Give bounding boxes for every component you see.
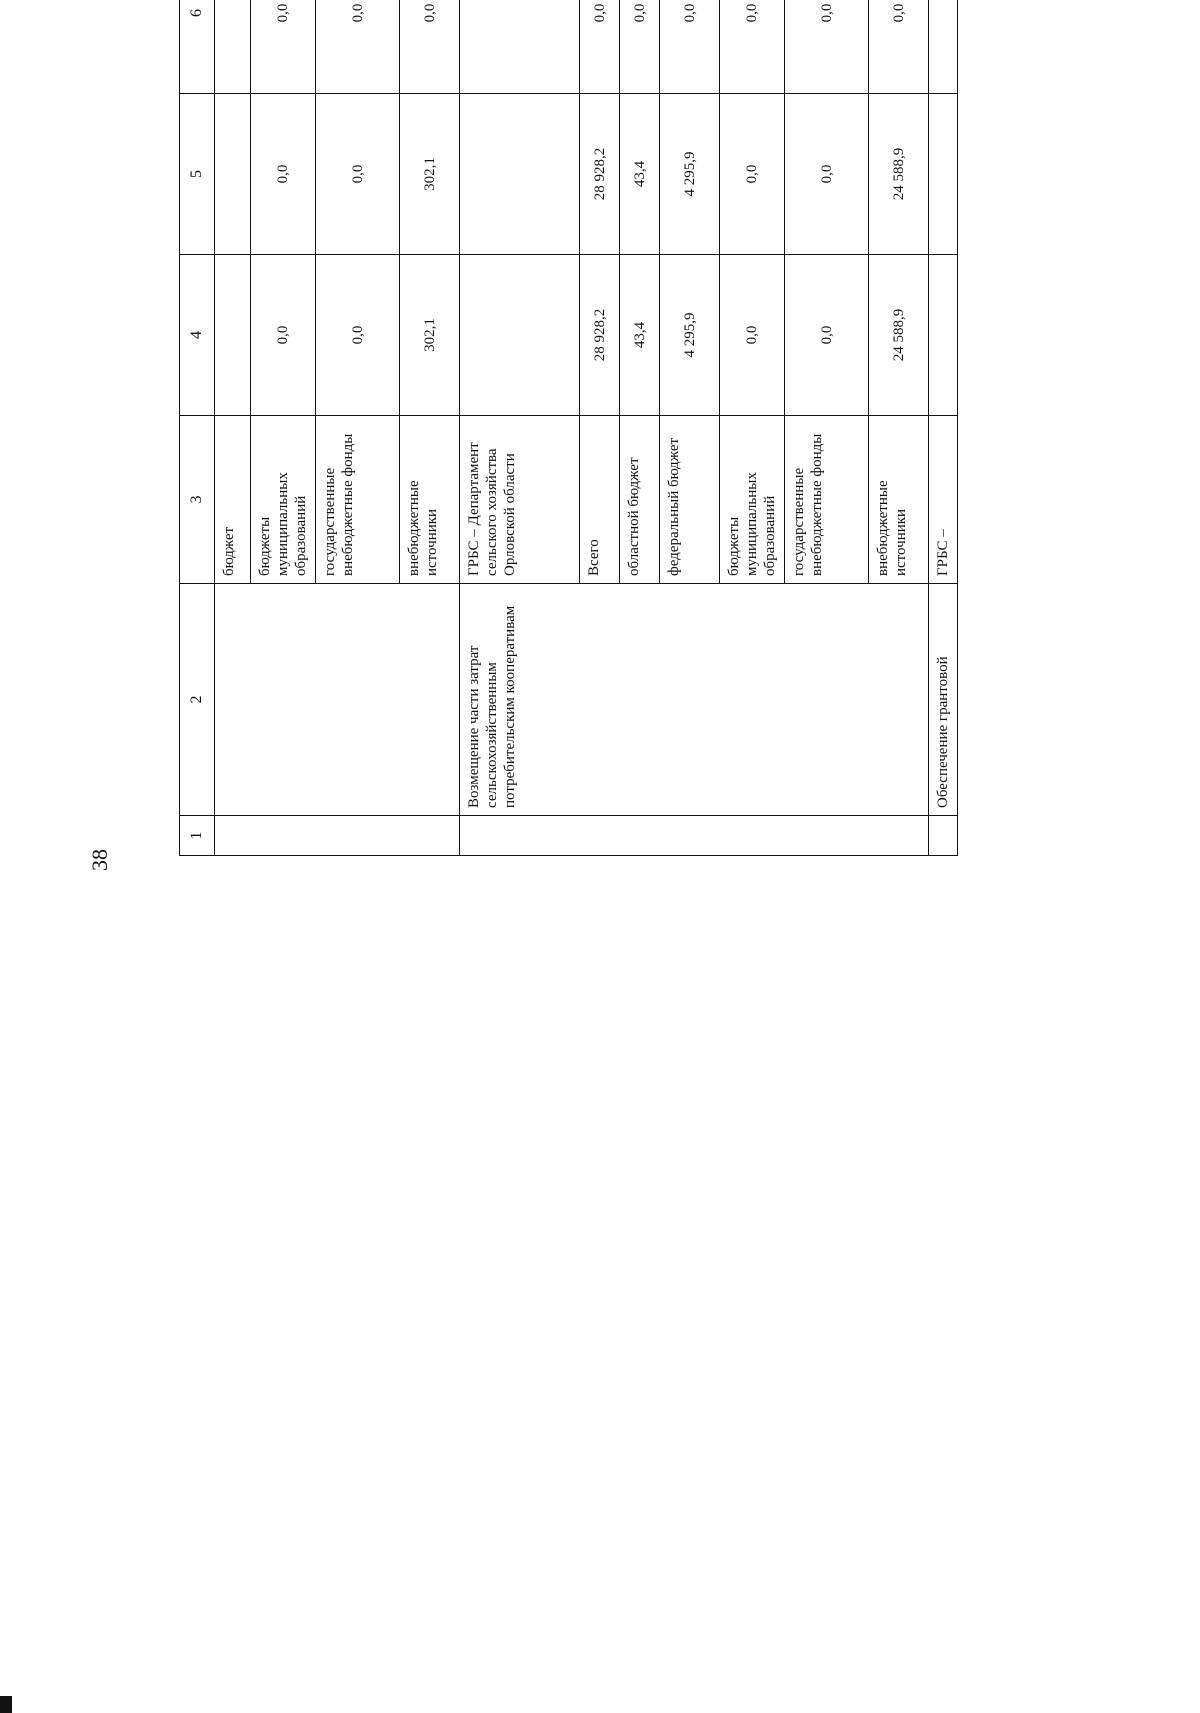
value-cell: 0,0 — [869, 0, 929, 94]
funding-source-cell: внебюджетные источники — [869, 416, 929, 584]
funding-source-cell: областной бюджет — [620, 416, 660, 584]
value-cell — [929, 255, 958, 416]
funding-source-cell: бюджеты муниципальных образований — [251, 416, 316, 584]
funding-source-cell: ГРБС – — [929, 416, 958, 584]
funding-source-cell: внебюджетные источники — [400, 416, 460, 584]
value-cell: 28 928,2 — [580, 94, 620, 255]
value-cell: 0,0 — [785, 255, 869, 416]
funding-source-cell: бюджет — [215, 416, 251, 584]
measure-name-cell: Возмещение части затрат сельскохозяйственным потребительским кооперативам — [460, 584, 929, 816]
value-cell — [460, 255, 580, 416]
page-number: 38 — [87, 849, 112, 871]
value-cell: 0,0 — [720, 0, 785, 94]
column-number: 1 — [180, 816, 215, 856]
value-cell: 0,0 — [251, 0, 316, 94]
value-cell: 0,0 — [720, 255, 785, 416]
value-cell — [460, 0, 580, 94]
funding-source-cell: Всего — [580, 416, 620, 584]
funding-source-cell: федеральный бюджет — [660, 416, 720, 584]
budget-table — [179, 0, 958, 856]
column-number: 4 — [180, 255, 215, 416]
value-cell: 24 588,9 — [869, 255, 929, 416]
value-cell: 0,0 — [580, 0, 620, 94]
measure-name-cell: Обеспечение грантовой — [929, 584, 958, 816]
value-cell — [215, 94, 251, 255]
value-cell — [929, 0, 958, 94]
value-cell: 4 295,9 — [660, 94, 720, 255]
column-number: 2 — [180, 584, 215, 816]
value-cell — [460, 94, 580, 255]
value-cell: 0,0 — [251, 255, 316, 416]
value-cell: 302,1 — [400, 94, 460, 255]
funding-source-cell: ГРБС – Департамент сельского хозяйства Орловской области — [460, 416, 580, 584]
value-cell: 0,0 — [316, 0, 400, 94]
value-cell: 0,0 — [785, 0, 869, 94]
value-cell — [215, 255, 251, 416]
column-number: 6 — [180, 0, 215, 94]
value-cell: 28 928,2 — [580, 255, 620, 416]
rotated-table-container — [179, 0, 1159, 856]
value-cell — [929, 94, 958, 255]
value-cell: 0,0 — [620, 0, 660, 94]
row-number-cell — [215, 816, 460, 856]
value-cell: 4 295,9 — [660, 255, 720, 416]
scan-corner-mark — [0, 1696, 12, 1713]
value-cell: 0,0 — [316, 255, 400, 416]
value-cell: 302,1 — [400, 255, 460, 416]
table-row — [929, 0, 958, 856]
value-cell: 43,4 — [620, 94, 660, 255]
funding-source-cell: государственные внебюджетные фонды — [316, 416, 400, 584]
value-cell: 0,0 — [400, 0, 460, 94]
value-cell: 0,0 — [251, 94, 316, 255]
column-number-row — [180, 0, 215, 856]
table-row — [460, 0, 580, 856]
column-number: 3 — [180, 416, 215, 584]
table-row — [215, 0, 251, 856]
funding-source-cell: бюджеты муниципальных образований — [720, 416, 785, 584]
value-cell: 24 588,9 — [869, 94, 929, 255]
row-number-cell — [929, 816, 958, 856]
value-cell: 0,0 — [720, 94, 785, 255]
value-cell — [215, 0, 251, 94]
measure-name-cell — [215, 584, 460, 816]
row-number-cell — [460, 816, 929, 856]
column-number: 5 — [180, 94, 215, 255]
value-cell: 0,0 — [785, 94, 869, 255]
value-cell: 43,4 — [620, 255, 660, 416]
value-cell: 0,0 — [316, 94, 400, 255]
value-cell: 0,0 — [660, 0, 720, 94]
funding-source-cell: государственные внебюджетные фонды — [785, 416, 869, 584]
